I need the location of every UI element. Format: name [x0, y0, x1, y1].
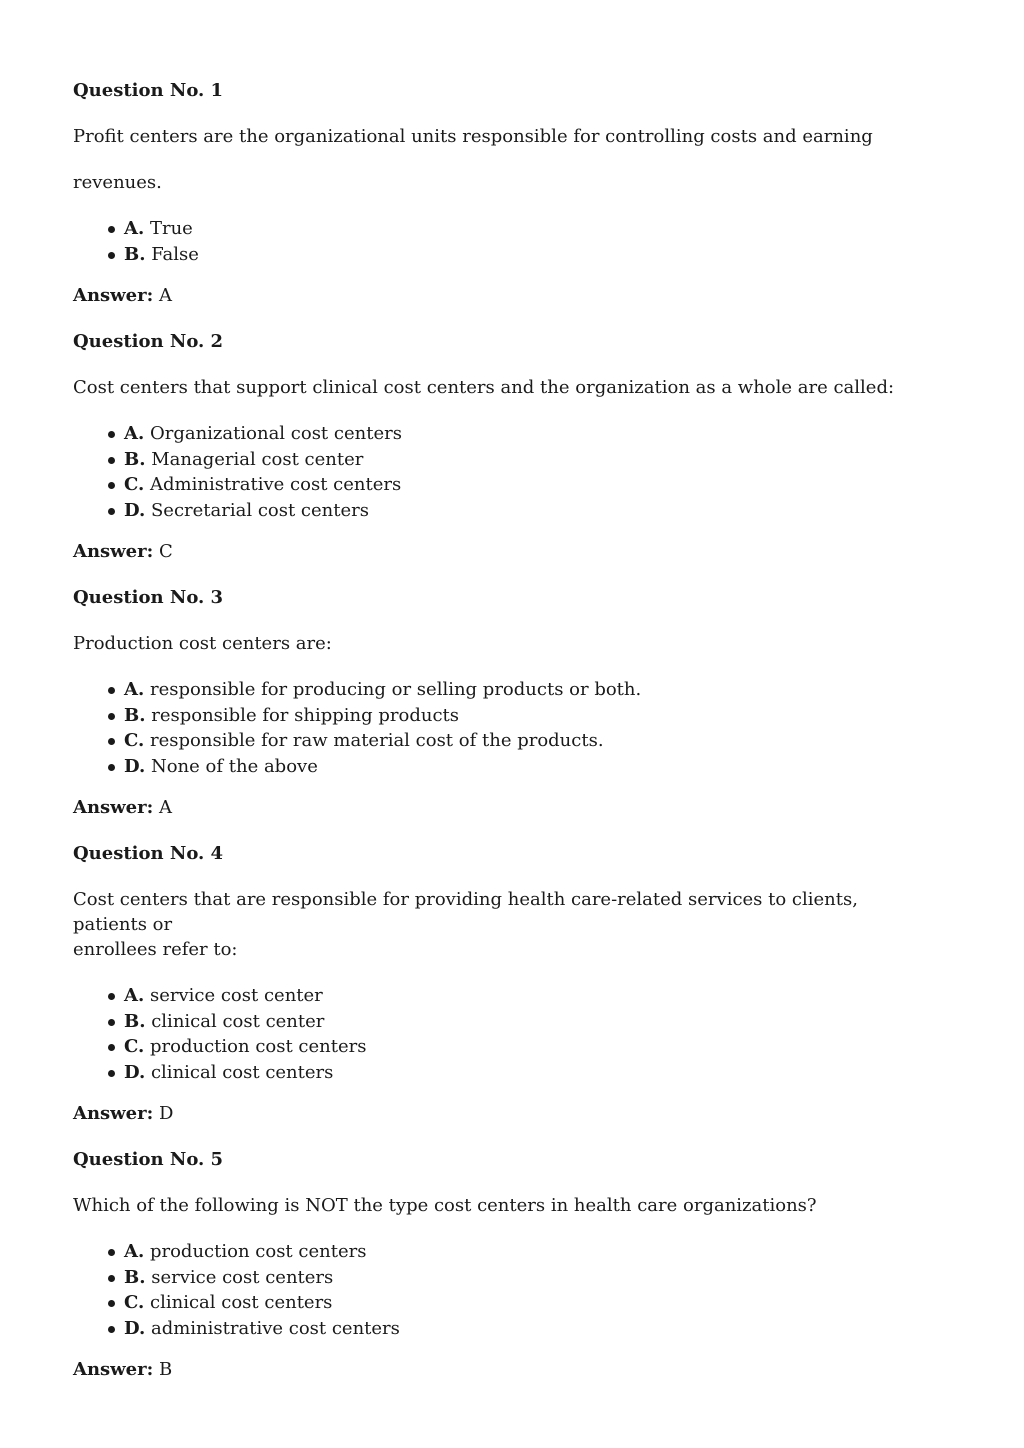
option-letter: C.	[124, 1036, 145, 1057]
question-1	[73, 78, 951, 308]
option-text: service cost centers	[151, 1266, 334, 1288]
option-letter: B.	[124, 1010, 146, 1032]
options-list	[73, 421, 951, 523]
question-text	[73, 631, 933, 656]
option-b	[108, 242, 951, 268]
question-5	[73, 1147, 951, 1382]
question-text	[73, 124, 933, 195]
option-a	[108, 983, 951, 1009]
question-text-line: Cost centers that support clinical cost centers and the organization as a whole are called:	[73, 377, 895, 398]
option-b	[108, 1009, 951, 1035]
option-text: clinical cost centers	[150, 1061, 334, 1083]
answer-label: Answer:	[73, 797, 154, 818]
options-list	[73, 983, 951, 1085]
option-letter: D.	[124, 755, 146, 777]
question-title: Question No. 5	[73, 1149, 224, 1170]
question-title: Question No. 1	[73, 80, 224, 101]
question-text-line: Cost centers that are responsible for providing health care-related services to clients, patients or	[73, 889, 858, 935]
option-letter: B.	[124, 448, 146, 470]
question-text	[73, 375, 933, 400]
option-letter: D.	[124, 1061, 146, 1083]
answer	[73, 1357, 951, 1382]
option-c	[108, 1034, 951, 1060]
answer-value: B	[159, 1359, 173, 1380]
option-text: service cost center	[149, 985, 323, 1006]
option-a	[108, 1239, 951, 1265]
options-list	[73, 216, 951, 267]
option-text: Organizational cost centers	[149, 423, 402, 444]
option-letter: C.	[124, 474, 145, 495]
option-letter: B.	[124, 1266, 146, 1288]
option-letter: C.	[124, 730, 145, 751]
question-title: Question No. 2	[73, 331, 224, 352]
option-b	[108, 447, 951, 473]
question-text	[73, 1193, 933, 1218]
option-letter: A.	[124, 1241, 145, 1262]
option-text: Administrative cost centers	[150, 474, 402, 495]
answer-value: A	[159, 797, 172, 818]
option-letter: A.	[124, 218, 145, 239]
option-c	[108, 472, 951, 498]
answer	[73, 539, 951, 564]
question-text	[73, 887, 933, 962]
answer	[73, 283, 951, 308]
option-text: production cost centers	[149, 1241, 367, 1262]
answer-label: Answer:	[73, 1103, 154, 1124]
option-text: None of the above	[150, 755, 318, 777]
option-c	[108, 1290, 951, 1316]
option-text: True	[149, 218, 193, 239]
option-text: administrative cost centers	[150, 1317, 400, 1339]
answer	[73, 795, 951, 820]
question-text-line: revenues.	[73, 172, 162, 193]
option-letter: D.	[124, 1317, 146, 1339]
question-title: Question No. 3	[73, 587, 224, 608]
options-list	[73, 1239, 951, 1341]
option-letter: B.	[124, 704, 146, 726]
question-text-line: Production cost centers are:	[73, 633, 332, 654]
answer-label: Answer:	[73, 1359, 154, 1380]
option-text: responsible for shipping products	[151, 704, 459, 726]
option-text: Managerial cost center	[151, 448, 364, 470]
option-a	[108, 421, 951, 447]
option-text: production cost centers	[150, 1036, 367, 1057]
option-text: False	[151, 243, 199, 265]
option-letter: B.	[124, 243, 146, 265]
answer-label: Answer:	[73, 285, 154, 306]
option-letter: A.	[124, 423, 145, 444]
option-text: responsible for producing or selling products or both.	[149, 679, 642, 700]
option-text: clinical cost center	[151, 1010, 325, 1032]
option-b	[108, 703, 951, 729]
option-a	[108, 216, 951, 242]
answer-value: C	[159, 541, 173, 562]
question-2	[73, 329, 951, 564]
option-text: responsible for raw material cost of the products.	[150, 730, 604, 751]
answer-label: Answer:	[73, 541, 154, 562]
question-text-line: Profit centers are the organizational units responsible for controlling costs and earning	[73, 126, 873, 147]
options-list	[73, 677, 951, 779]
option-letter: A.	[124, 985, 145, 1006]
question-text-line: enrollees refer to:	[73, 939, 238, 960]
option-d	[108, 754, 951, 780]
option-b	[108, 1265, 951, 1291]
option-a	[108, 677, 951, 703]
answer-value: D	[159, 1103, 174, 1124]
question-4	[73, 841, 951, 1126]
option-d	[108, 1316, 951, 1342]
option-text: clinical cost centers	[150, 1292, 333, 1313]
option-c	[108, 728, 951, 754]
option-letter: D.	[124, 499, 146, 521]
question-text-line: Which of the following is NOT the type cost centers in health care organizations?	[73, 1195, 817, 1216]
question-title: Question No. 4	[73, 843, 224, 864]
option-letter: A.	[124, 679, 145, 700]
answer	[73, 1101, 951, 1126]
option-d	[108, 498, 951, 524]
option-letter: C.	[124, 1292, 145, 1313]
option-text: Secretarial cost centers	[150, 499, 369, 521]
question-3	[73, 585, 951, 820]
answer-value: A	[159, 285, 172, 306]
option-d	[108, 1060, 951, 1086]
